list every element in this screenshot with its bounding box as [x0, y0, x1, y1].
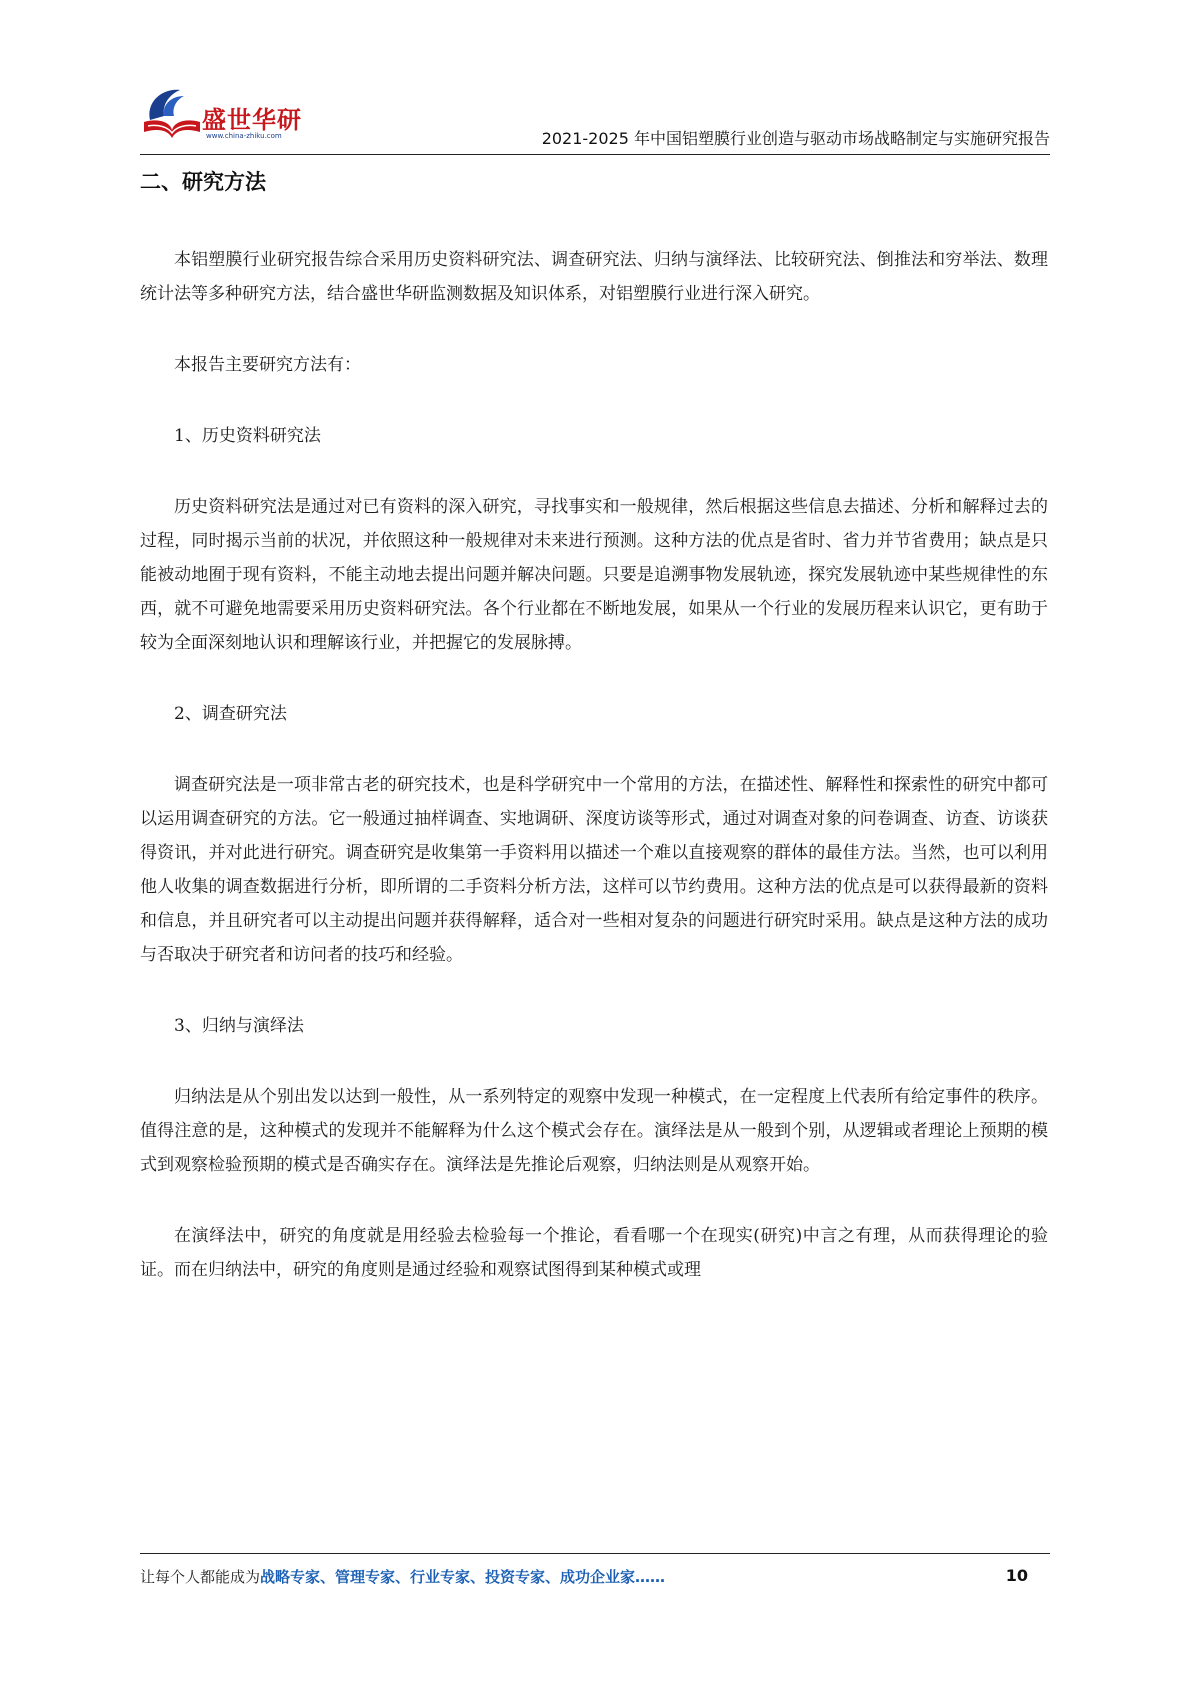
method-heading-survey: 2、调查研究法 [174, 704, 287, 724]
document-body [140, 243, 1048, 1324]
page-footer [140, 1566, 1050, 1592]
report-title: 2021-2025 年中国铝塑膜行业创造与驱动市场战略制定与实施研究报告 [541, 129, 1050, 148]
page-header [140, 82, 1050, 158]
method-heading-induction: 3、归纳与演绎法 [174, 1016, 304, 1036]
section-title: 二、研究方法 [140, 170, 266, 194]
header-divider [140, 154, 1050, 155]
intro-paragraph: 本铝塑膜行业研究报告综合采用历史资料研究法、调查研究法、归纳与演绎法、比较研究法、倒推法和穷举法、数理统计法等多种研究方法，结合盛世华研监测数据及知识体系，对铝塑膜行业进行深入研究。 [140, 250, 1048, 304]
footer-divider [140, 1553, 1050, 1554]
induction-method-paragraph: 归纳法是从个别出发以达到一般性，从一系列特定的观察中发现一种模式，在一定程度上代表所有给定事件的秩序。值得注意的是，这种模式的发现并不能解释为什么这个模式会存在。演绎法是从一般到个别，从逻辑或者理论上预期的模式到观察检验预期的模式是否确实存在。演绎法是先推论后观察，归纳法则是从观察开始。 [140, 1087, 1048, 1175]
company-logo [140, 82, 310, 148]
footer-slogan-roles: 战略专家、管理专家、行业专家、投资专家、成功企业家…… [260, 1568, 666, 1586]
footer-slogan-lead: 让每个人都能成为 [140, 1568, 261, 1586]
method-heading-historical: 1、历史资料研究法 [174, 426, 321, 446]
logo-name: 盛世华研 [202, 106, 302, 134]
survey-method-paragraph: 调查研究法是一项非常古老的研究技术，也是科学研究中一个常用的方法，在描述性、解释性和探索性的研究中都可以运用调查研究的方法。它一般通过抽样调查、实地调研、深度访谈等形式，通过对调查对象的问卷调查、访查、访谈获得资讯，并对此进行研究。调查研究是收集第一手资料用以描述一个难以直接观察的群体的最佳方法。当然，也可以利用他人收集的调查数据进行分析，即所谓的二手资料分析方法，这样可以节约费用。这种方法的优点是可以获得最新的资料和信息，并且研究者可以主动提出问题并获得解释，适合对一些相对复杂的问题进行研究时采用。缺点是这种方法的成功与否取决于研究者和访问者的技巧和经验。 [140, 775, 1048, 965]
logo-emblem-icon [140, 82, 204, 144]
logo-url: www.china-zhiku.com [206, 132, 282, 140]
historical-method-paragraph: 历史资料研究法是通过对已有资料的深入研究，寻找事实和一般规律，然后根据这些信息去描述、分析和解释过去的过程，同时揭示当前的状况，并依照这种一般规律对未来进行预测。这种方法的优点是省时、省力并节省费用；缺点是只能被动地囿于现有资料，不能主动地去提出问题并解决问题。只要是追溯事物发展轨迹，探究发展轨迹中某些规律性的东西，就不可避免地需要采用历史资料研究法。各个行业都在不断地发展，如果从一个行业的发展历程来认识它，更有助于较为全面深刻地认识和理解该行业，并把握它的发展脉搏。 [140, 497, 1048, 653]
page-number: 10 [1005, 1566, 1028, 1585]
deduction-paragraph: 在演绎法中，研究的角度就是用经验去检验每一个推论，看看哪一个在现实(研究)中言之有理，从而获得理论的验证。而在归纳法中，研究的角度则是通过经验和观察试图得到某种模式或理 [140, 1226, 1048, 1280]
methods-lead: 本报告主要研究方法有： [174, 355, 361, 375]
